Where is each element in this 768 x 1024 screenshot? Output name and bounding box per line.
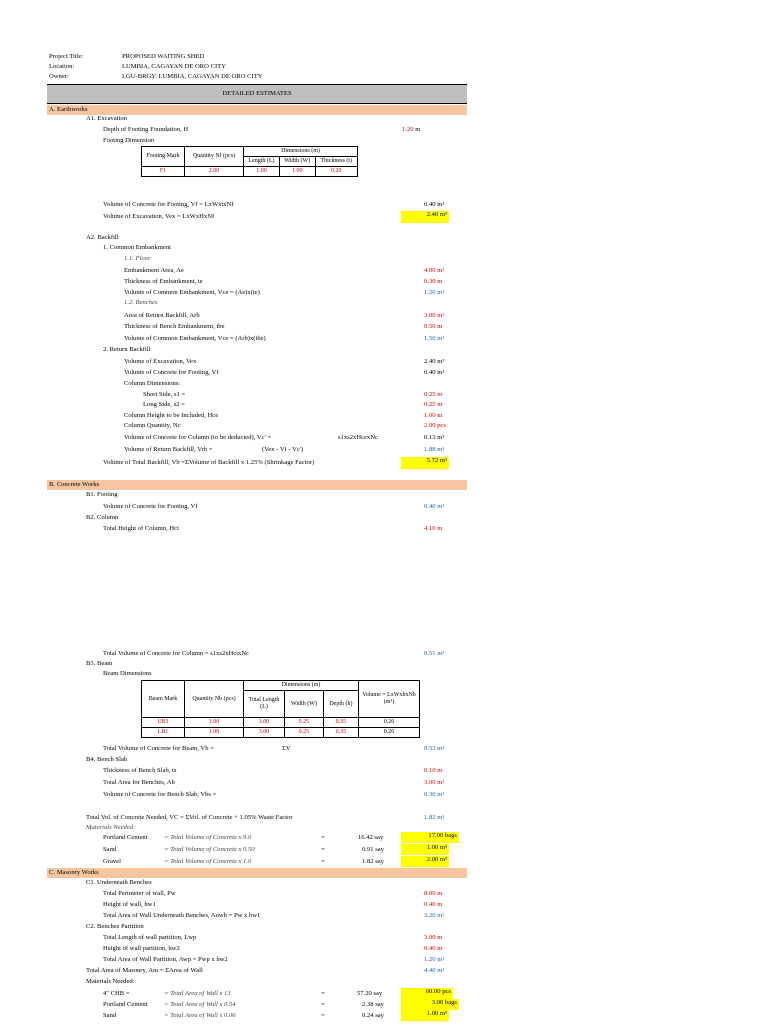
location-label: Location: [49,63,75,70]
beam-total-value: 0.53 m³ [424,745,445,752]
vex-label: Volume of Excavation, Vex = LxWxHxNf [103,213,215,220]
mat-calc: 0.91 say [362,846,384,853]
project-title-value: PROPOSED WAITING SHED [122,53,205,60]
col-total-value: 0.51 m³ [424,650,445,657]
mat-equals: = [321,1012,325,1019]
mat-value: 17.00 bags [401,832,459,843]
cell-qty: 2.00 [185,167,244,177]
emb-thk-label: Thickness of Embankment, te [124,278,203,285]
materials-needed-concrete: Materials Needed: [86,824,136,831]
mat-formula: = Total Volume of Concrete x 9.0 [164,834,252,841]
beam-dims-label: Beam Dimensions [103,670,152,677]
beam-mark-cell: UB1 [142,718,185,728]
project-title-label: Project Title: [49,53,84,60]
long-side-label: Long Side, s2 = [143,401,185,408]
footing-table [141,146,358,177]
b1-vf-label: Volume of Concrete for Footing, Vf [103,503,198,510]
th-length: Length (L) [244,157,280,167]
th-thickness: Thickness (t) [315,157,358,167]
return-backfill-heading: 2. Return Backfill [103,346,151,353]
tbe-value: 0.50 m [424,323,443,330]
beam-qty-cell: 1.00 [185,728,244,738]
cell-length: 1.00 [244,167,280,177]
vce1-value: 1.20 m³ [424,289,445,296]
nc-value: 2.00 pcs [424,422,446,429]
b2-hct-value: 4.10 m [424,525,443,532]
am-value: 4.40 m² [424,967,445,974]
vrb-value: 1.88 m³ [424,446,445,453]
owner-value: LGU-BRGY. LUMBIA, CAGAYAN DE ORO CITY [122,73,263,80]
vex-value: 2.40 m³ [401,211,449,223]
location-value: LUMBIA, CAGAYAN DE ORO CITY [122,63,226,70]
th-beam-dep: Depth (h) [323,691,358,718]
th-beam-dims: Dimensions (m) [244,681,359,691]
floor-subheading: 1.1. Floor [124,255,151,262]
vc-label: Volume of Concrete for Column (to be deducted), Vc' = [124,434,272,441]
mat-value: 2.00 m³ [401,856,449,867]
tbe-label: Thickness of Bench Embankment, tbe [124,323,225,330]
long-side-value: 0.25 m [424,401,443,408]
table-row [142,728,420,738]
beam-total-formula: ΣV [282,745,291,752]
hw2-value: 0.40 m [424,945,443,952]
depth-value: 1.20 m [402,126,421,133]
emb-thk-value: 0.30 m [424,278,443,285]
section-b-header: B. Concrete Works [47,480,467,490]
th-beam-len: Total Length (L) [244,691,285,718]
auwb-label: Total Area of Wall Underneath Benches, Auwb = Pw x hw1 [103,912,261,919]
a1-heading: A1. Excavation [86,115,128,122]
awp-value: 1.20 m² [424,956,445,963]
slab-thk-label: Thickness of Bench Slab, ts [103,767,177,774]
benches-subheading: 1.2. Benches [124,299,158,306]
pw-label: Total Perimeter of wall, Pw [103,890,176,897]
c1-heading: C1. Underneath Benches [86,879,152,886]
mat-equals: = [321,1001,325,1008]
am-label: Total Area of Masonry, Am = ΣArea of Wall [86,967,203,974]
b2-hct-label: Total Height of Column, Hct [103,525,179,532]
mat-calc: 57.20 say [357,990,383,997]
pw-value: 8.00 m [424,890,443,897]
total-vc-value: 1.82 m³ [424,814,445,821]
beam-vol-cell: 0.26 [359,718,420,728]
b1-vf-value: 0.40 m³ [424,503,445,510]
common-embankment-heading: 1. Common Embankment [103,244,171,251]
col-dims-label: Column Dimensions: [124,380,181,387]
cell-mark: F1 [142,167,185,177]
arb-label: Area of Return Backfill, Arb [124,312,200,319]
mat-calc: 1.82 say [362,858,384,865]
beam-table [141,680,420,738]
b3-heading: B3. Beam [86,660,113,667]
r-vex-label: Volume of Excavation, Vex [124,358,197,365]
vb-label: Volume of Total Backfill, Vb =ΣVolume of Backfill x 1.25% (Shrinkage Factor) [103,459,315,466]
hw1-value: 0.40 m [424,901,443,908]
auwb-value: 3.20 m² [424,912,445,919]
lwp-value: 3.00 m [424,934,443,941]
mat-formula: = Total Area of Wall x 13 [164,990,231,997]
vc-value: 0.13 m³ [424,434,445,441]
hw1-label: Height of wall, hw1 [103,901,156,908]
hce-value: 1.00 m [424,412,443,419]
mat-name: Gravel [103,858,121,865]
mat-calc: 2.38 say [362,1001,384,1008]
mat-equals: = [321,990,325,997]
col-total-label: Total Volume of Concrete for Column = s1xs2xHctxNc [103,650,250,657]
nc-label: Column Quantity, Nc [124,422,181,429]
mat-equals: = [321,846,325,853]
hw2-label: Height of wall partition, hw2 [103,945,180,952]
mat-value: 3.00 bags [401,999,459,1010]
mat-name: Sand [103,1012,117,1019]
table-row [142,718,420,728]
mat-formula: = Total Volume of Concrete x 1.0 [164,858,252,865]
footing-dimension-label: Footing Dimension [103,137,155,144]
section-a-header: A. Earthworks [47,105,467,115]
th-width: Width (W) [279,157,315,167]
vf-value: 0.40 m³ [424,201,445,208]
awp-label: Total Area of Wall Partition, Awp = Pwp x hw2 [103,956,228,963]
beam-dep-cell: 0.35 [323,728,358,738]
vrb-formula: (Vex - Vf - Vc') [262,446,304,453]
r-vex-value: 2.40 m³ [424,358,445,365]
mat-equals: = [321,834,325,841]
mat-calc: 0.24 say [362,1012,384,1019]
slab-vol-value: 0.30 m³ [424,791,445,798]
b4-heading: B4. Bench Slab [86,756,128,763]
th-beam-mark: Beam Mark [142,681,185,718]
slab-area-value: 3.00 m² [424,779,445,786]
r-vf-label: Volume of Concrete for Footing, Vf [124,369,219,376]
vrb-label: Volume of Return Backfill, Vrb = [124,446,213,453]
th-dimensions: Dimensions (m) [244,147,358,157]
beam-len-cell: 3.00 [244,718,285,728]
beam-vol-cell: 0.26 [359,728,420,738]
mat-name: 4" CHB = [103,990,130,997]
beam-qty-cell: 1.00 [185,718,244,728]
vf-label: Volume of Concrete for Footing, Vf = LxWxtxNf [103,201,234,208]
hce-label: Column Height to be Included, Hce [124,412,219,419]
vb-value: 5.72 m³ [401,457,449,469]
total-vc-label: Total Vol. of Concrete Needed, VC = ΣVol. of Concrete + 1.05% Waste Factor [86,814,293,821]
beam-len-cell: 3.00 [244,728,285,738]
a2-heading: A2. Backfill [86,234,119,241]
emb-area-label: Embankment Area, Ae [124,267,184,274]
th-footing-mark: Footing Mark [142,147,185,167]
vce2-label: Volume of Common Embankment, Vce = (Arb)x(tbe) [124,335,266,342]
slab-vol-label: Volume of Concrete for Bench Slab, Vbs = [103,791,217,798]
mat-formula: = Total Area of Wall x 0.06 [164,1012,236,1019]
mat-name: Portland Cement [103,1001,148,1008]
short-side-value: 0.25 m [424,391,443,398]
mat-calc: 16.42 say [358,834,384,841]
cell-width: 1.00 [279,167,315,177]
mat-value: 1.00 m³ [401,844,449,855]
mat-formula: = Total Volume of Concrete x 0.50 [164,846,255,853]
th-beam-qty: Quantity Nb (pcs) [185,681,244,718]
short-side-label: Short Side, s1 = [143,391,186,398]
beam-wid-cell: 0.25 [285,728,324,738]
b2-heading: B2. Column [86,514,119,521]
th-quantity: Quantity Nf (pcs) [185,147,244,167]
beam-wid-cell: 0.25 [285,718,324,728]
mat-value: 1.00 m³ [401,1010,449,1021]
beam-total-label: Total Volume of Concrete for Beam, Vb = [103,745,214,752]
beam-mark-cell: LB1 [142,728,185,738]
arb-value: 3.00 m² [424,312,445,319]
emb-area-value: 4.00 m² [424,267,445,274]
slab-thk-value: 0.10 m [424,767,443,774]
mat-name: Portland Cement [103,834,148,841]
vc-formula: s1xs2xHcexNc [338,434,378,441]
section-c-header: C. Masonry Works [47,868,467,878]
th-beam-wid: Width (W) [285,691,324,718]
beam-dep-cell: 0.35 [323,718,358,728]
lwp-label: Total Length of wall partition, Lwp [103,934,197,941]
slab-area-label: Total Area for Benches, Ab [103,779,175,786]
mat-equals: = [321,858,325,865]
owner-label: Owner: [49,73,69,80]
vce2-value: 1.50 m³ [424,335,445,342]
th-beam-vol: Volume = LxWxhxNb (m³) [359,681,420,718]
b1-heading: B1. Footing [86,491,118,498]
c2-heading: C2. Benches Partition [86,923,144,930]
cell-thickness: 0.20 [315,167,358,177]
mat-value: 60.00 pcs [401,988,453,999]
depth-label: Depth of Footing Foundation, H [103,126,189,133]
mat-formula: = Total Area of Wall x 0.54 [164,1001,236,1008]
materials-needed-masonry: Materials Needed: [86,978,135,985]
vce1-label: Volume of Common Embankment, Vce = (Ae)x(te) [124,289,260,296]
mat-name: Sand [103,846,117,853]
detailed-estimates-banner: DETAILED ESTIMATES [47,84,467,104]
r-vf-value: 0.40 m³ [424,369,445,376]
